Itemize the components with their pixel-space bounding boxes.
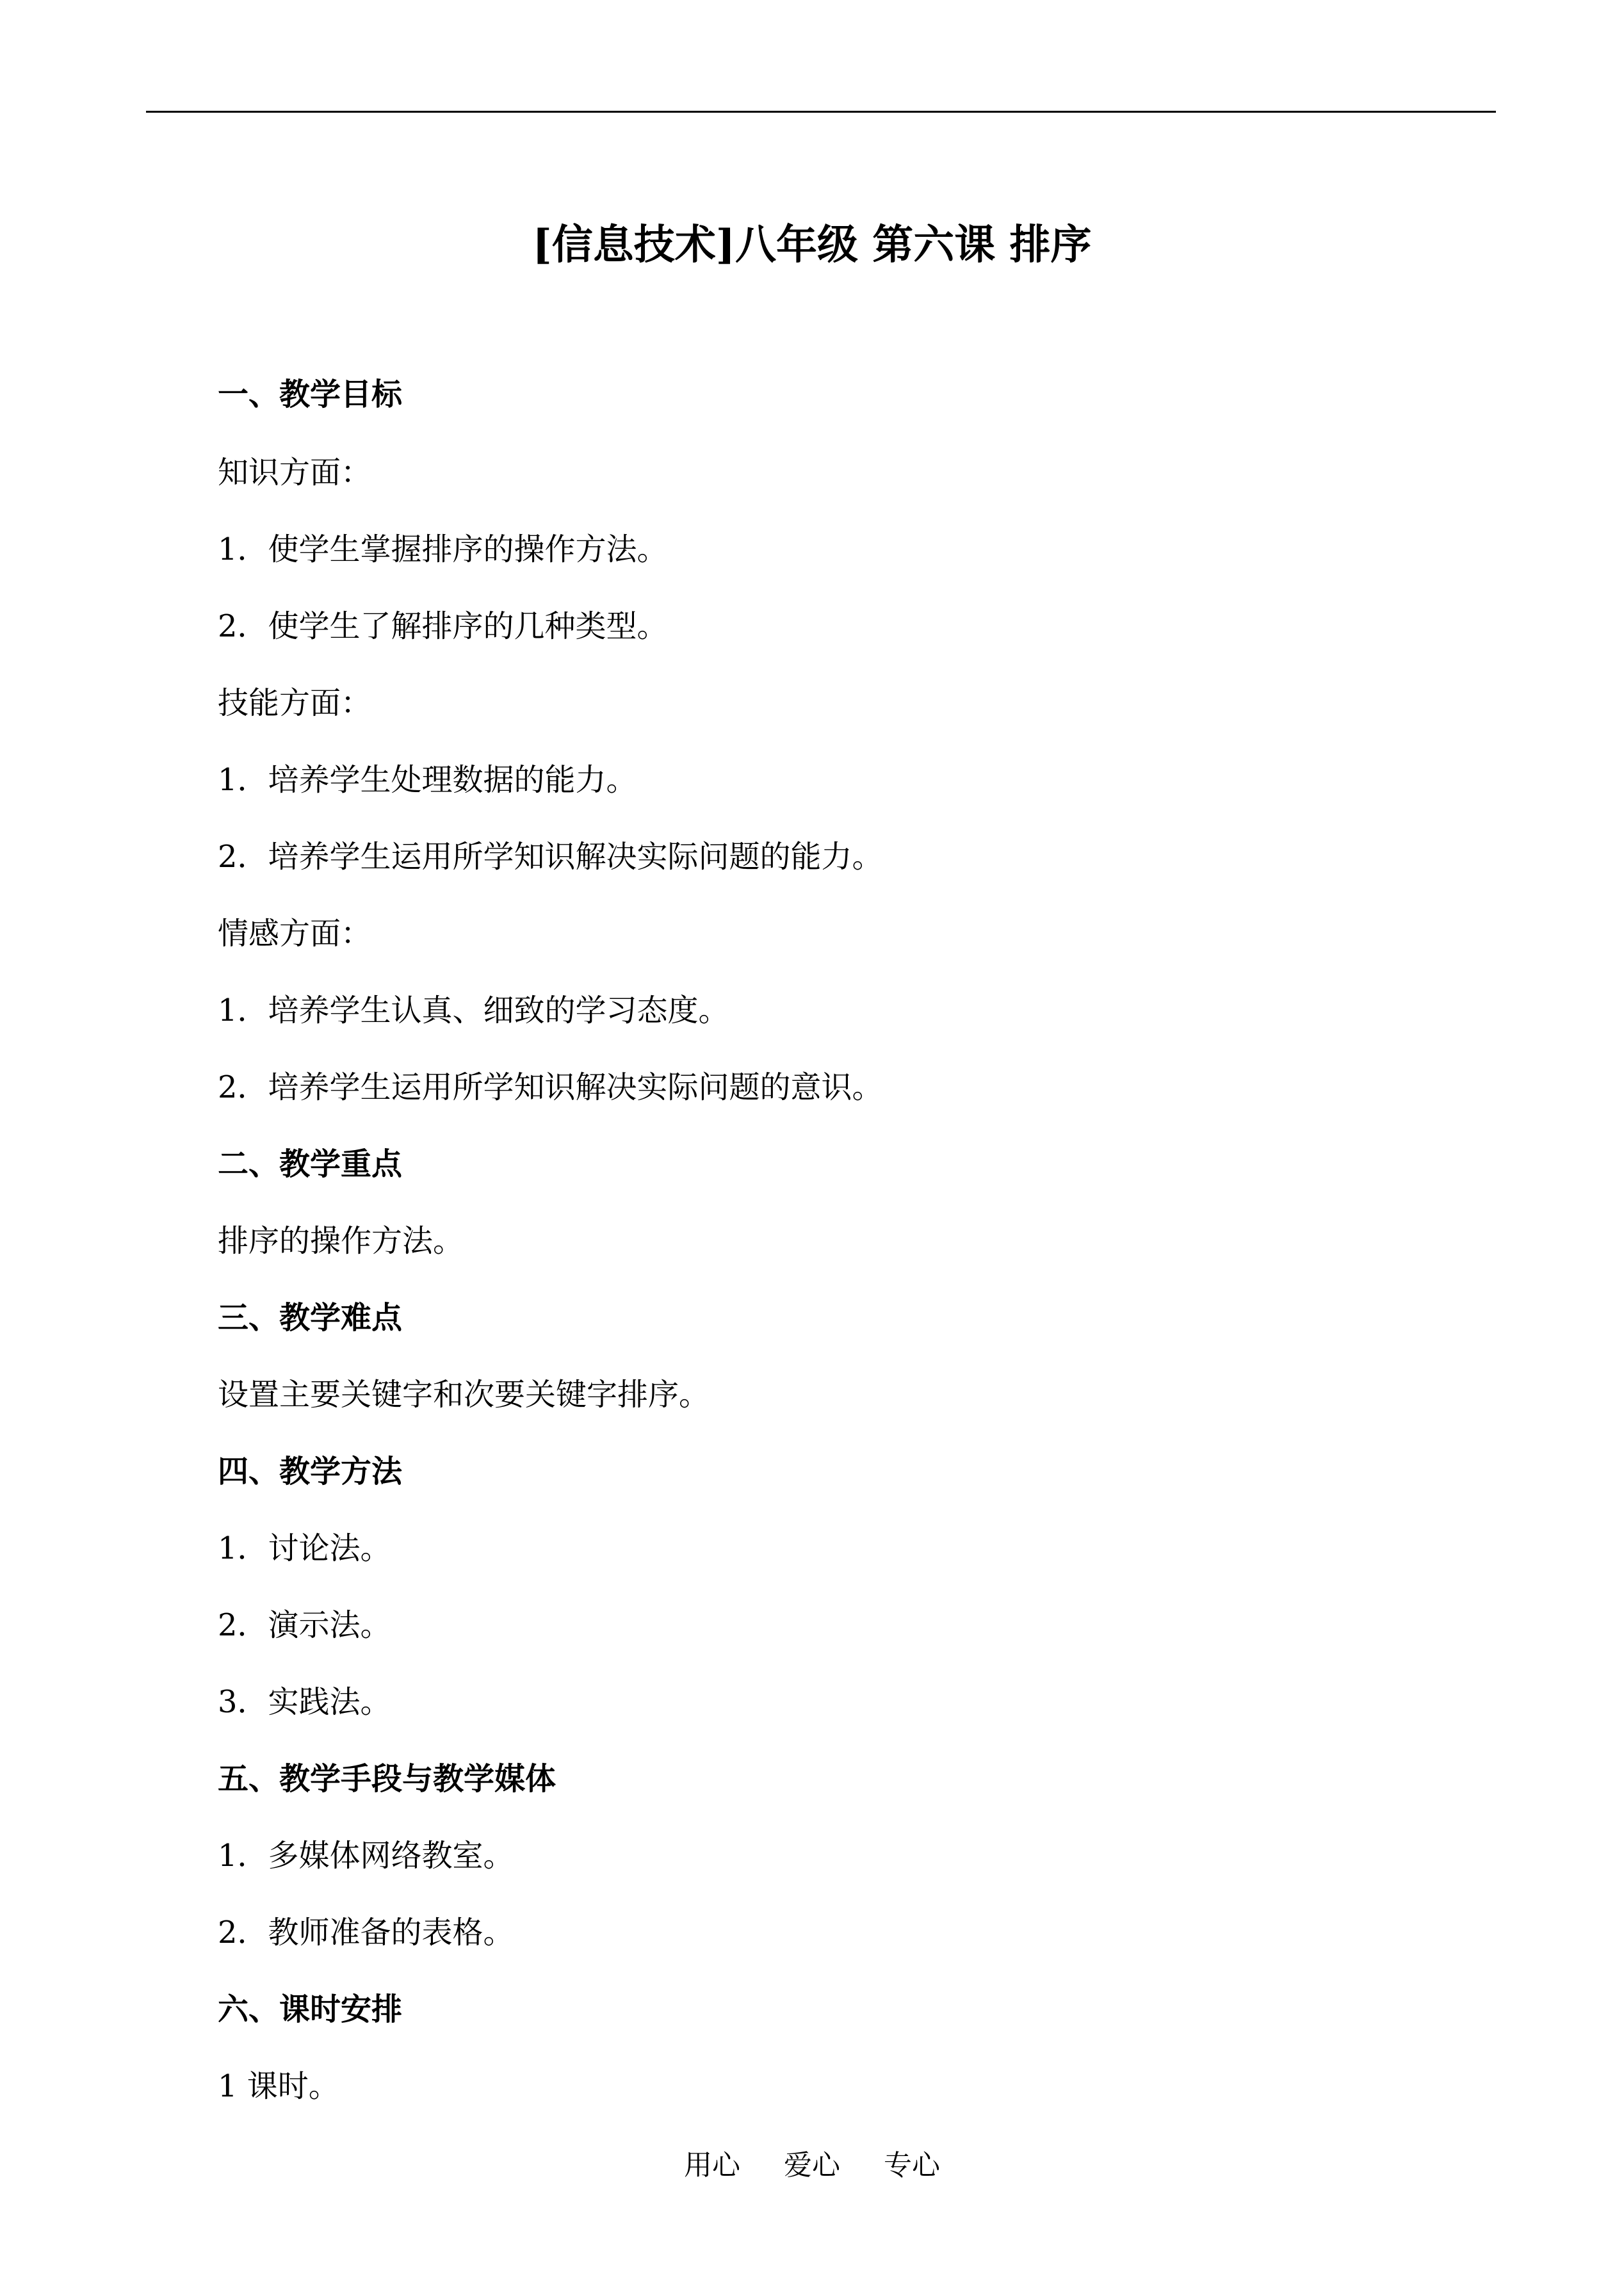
- footer-part-2: 爱心: [784, 2149, 840, 2182]
- skill-item-1: 1．培养学生处理数据的能力。: [218, 762, 637, 798]
- media-item-1: 1．多媒体网络教室。: [218, 1838, 514, 1874]
- media-item-2: 2．教师准备的表格。: [218, 1915, 514, 1950]
- header-rule: [146, 111, 1496, 113]
- knowledge-item-2: 2．使学生了解排序的几种类型。: [218, 608, 668, 644]
- page-title: [信息技术]八年级 第六课 排序: [532, 221, 1092, 269]
- section-heading-media: 五、教学手段与教学媒体: [218, 1761, 556, 1797]
- section-heading-difficulties: 三、教学难点: [218, 1300, 403, 1336]
- footer-part-1: 用心: [684, 2149, 740, 2182]
- method-item-2: 2．演示法。: [218, 1607, 391, 1643]
- method-item-1: 1．讨论法。: [218, 1530, 391, 1566]
- knowledge-item-1: 1．使学生掌握排序的操作方法。: [218, 531, 668, 567]
- skill-item-2: 2．培养学生运用所学知识解决实际问题的能力。: [218, 839, 883, 875]
- difficulties-text: 设置主要关键字和次要关键字排序。: [218, 1377, 710, 1413]
- section-heading-goals: 一、教学目标: [218, 377, 403, 412]
- section-heading-methods: 四、教学方法: [218, 1454, 403, 1489]
- knowledge-label: 知识方面：: [218, 455, 372, 491]
- key-points-text: 排序的操作方法。: [218, 1223, 464, 1259]
- emotion-item-2: 2．培养学生运用所学知识解决实际问题的意识。: [218, 1069, 883, 1105]
- section-heading-schedule: 六、课时安排: [218, 1991, 403, 2027]
- method-item-3: 3．实践法。: [218, 1684, 391, 1720]
- emotion-item-1: 1．培养学生认真、细致的学习态度。: [218, 993, 729, 1028]
- footer-part-3: 专心: [884, 2149, 940, 2182]
- emotion-label: 情感方面：: [218, 916, 372, 952]
- skill-label: 技能方面：: [218, 685, 372, 721]
- section-heading-key-points: 二、教学重点: [218, 1146, 403, 1182]
- schedule-text: 1 课时。: [218, 2068, 339, 2104]
- page-footer: [0, 2146, 1624, 2185]
